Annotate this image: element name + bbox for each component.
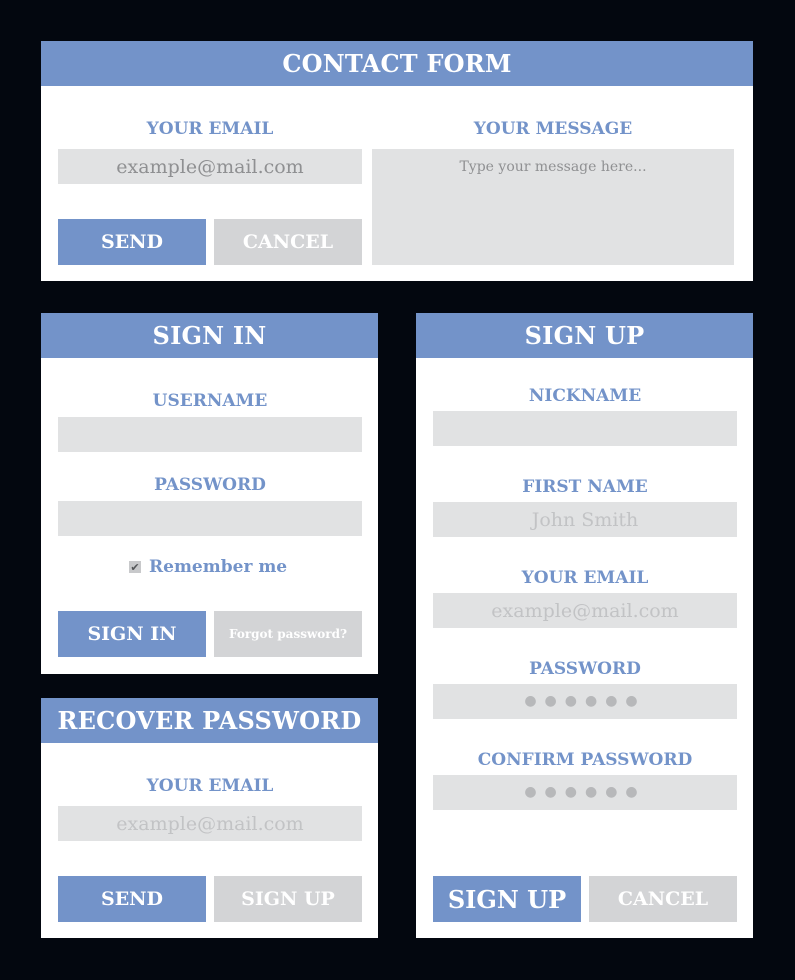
recover-send-button[interactable]: SEND xyxy=(58,876,206,922)
signup-email-input[interactable] xyxy=(433,593,737,628)
forgot-password-button[interactable]: Forgot password? xyxy=(214,611,362,657)
contact-message-textarea[interactable] xyxy=(372,149,734,265)
signin-panel xyxy=(41,313,378,674)
signup-title: SIGN UP xyxy=(416,313,753,358)
signin-username-input[interactable] xyxy=(58,417,362,452)
recover-email-input[interactable] xyxy=(58,806,362,841)
signin-username-label: USERNAME xyxy=(152,391,268,411)
signin-title: SIGN IN xyxy=(41,313,378,358)
contact-email-input[interactable] xyxy=(58,149,362,184)
contact-email-label: YOUR EMAIL xyxy=(146,119,274,139)
remember-me-label: Remember me xyxy=(149,557,288,577)
signin-password-input[interactable] xyxy=(58,501,362,536)
contact-form-panel xyxy=(41,41,753,281)
contact-form-title: CONTACT FORM xyxy=(41,41,753,86)
signup-cancel-button[interactable]: CANCEL xyxy=(589,876,737,922)
contact-message-label: YOUR MESSAGE xyxy=(473,119,633,139)
remember-me-row[interactable] xyxy=(129,557,287,577)
signup-button[interactable]: SIGN UP xyxy=(433,876,581,922)
signup-email-label: YOUR EMAIL xyxy=(521,568,649,588)
signin-password-label: PASSWORD xyxy=(154,475,266,495)
signup-confirm-password-input[interactable] xyxy=(433,775,737,810)
signup-nickname-input[interactable] xyxy=(433,411,737,446)
contact-cancel-button[interactable]: CANCEL xyxy=(214,219,362,265)
signup-firstname-label: FIRST NAME xyxy=(522,477,648,497)
recover-password-title: RECOVER PASSWORD xyxy=(41,698,378,743)
signup-confirm-password-label: CONFIRM PASSWORD xyxy=(477,750,693,770)
recover-signup-button[interactable]: SIGN UP xyxy=(214,876,362,922)
contact-send-button[interactable]: SEND xyxy=(58,219,206,265)
signup-nickname-label: NICKNAME xyxy=(528,386,642,406)
signup-panel xyxy=(416,313,753,938)
remember-me-checkbox[interactable]: ✔ xyxy=(130,560,140,574)
recover-password-panel xyxy=(41,698,378,938)
recover-email-label: YOUR EMAIL xyxy=(146,776,274,796)
signup-password-label: PASSWORD xyxy=(529,659,641,679)
signup-firstname-input[interactable] xyxy=(433,502,737,537)
signin-button[interactable]: SIGN IN xyxy=(58,611,206,657)
signup-password-input[interactable] xyxy=(433,684,737,719)
